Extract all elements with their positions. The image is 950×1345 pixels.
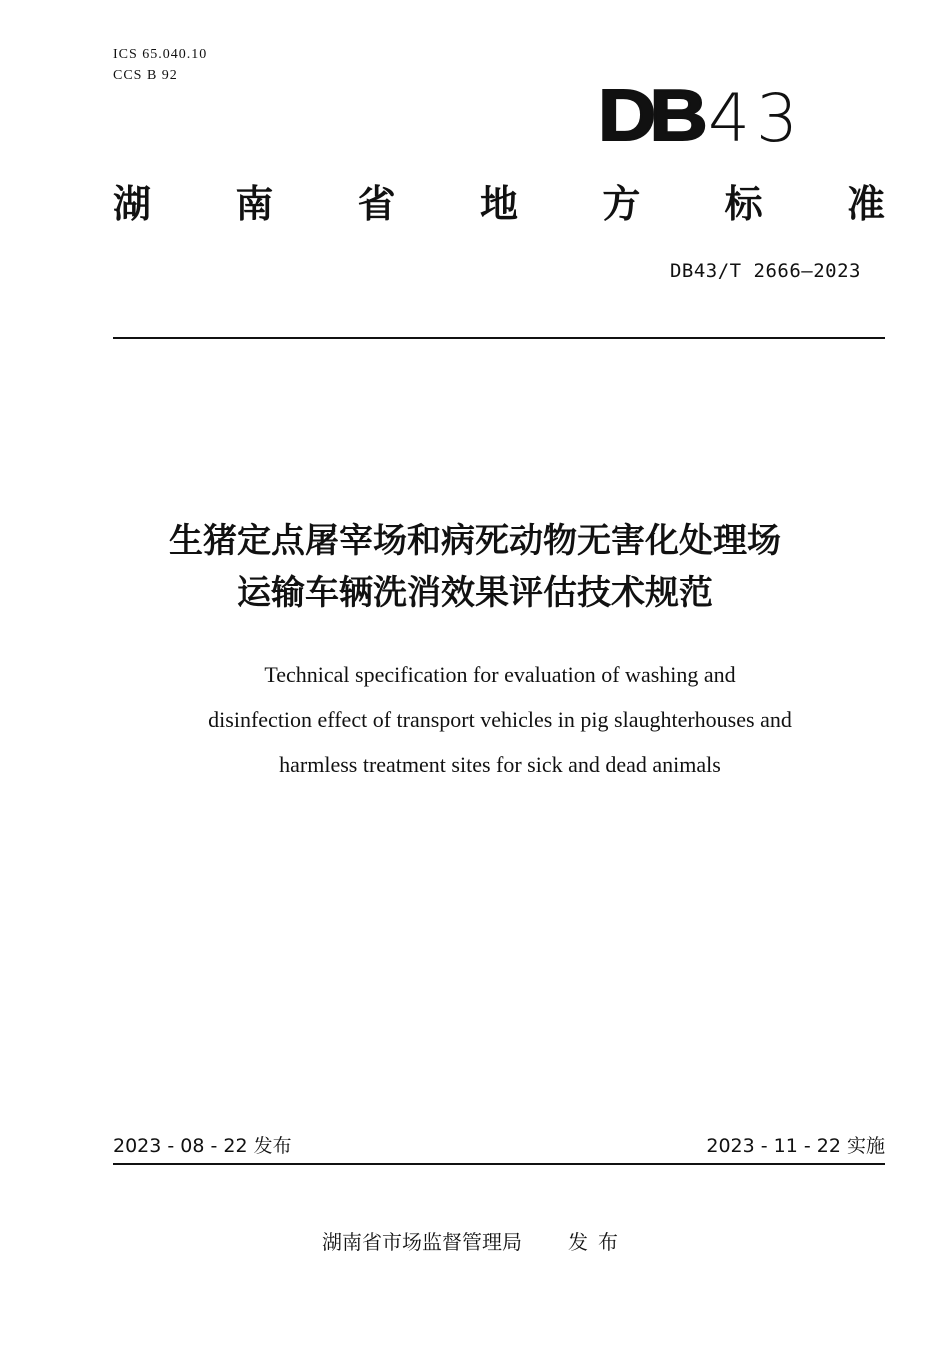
ccs-code: CCS B 92: [113, 68, 178, 83]
chinese-title-line: 生猪定点屠宰场和病死动物无害化处理场: [169, 521, 781, 561]
standard-type-char: 标: [724, 182, 763, 226]
classification-codes: [113, 44, 207, 86]
issuer-action: 发布: [568, 1230, 628, 1254]
standard-type-heading: [113, 180, 885, 228]
db43-logo: [598, 76, 804, 157]
english-title: [110, 652, 890, 787]
english-title-line: disinfection effect of transport vehicles in pig slaughterhouses and: [208, 707, 792, 732]
standard-type-char: 地: [479, 182, 518, 226]
top-divider: [113, 337, 885, 339]
dates-row: [113, 1133, 885, 1159]
bottom-divider: [113, 1163, 885, 1165]
standard-number: DB43/T 2666—2023: [669, 260, 861, 282]
standard-type-char: 湖: [113, 182, 152, 226]
standard-type-char: 省: [357, 182, 396, 226]
issuer-line: [0, 1228, 950, 1256]
implementation-date: 2023 - 11 - 22 实施: [706, 1135, 885, 1157]
chinese-title: [60, 515, 890, 619]
issue-date: 2023 - 08 - 22 发布: [113, 1135, 292, 1157]
issuer-name: 湖南省市场监督管理局: [322, 1230, 522, 1254]
standard-type-char: 南: [235, 182, 274, 226]
standard-type-char: 方: [602, 182, 641, 226]
chinese-title-line: 运输车辆洗消效果评估技术规范: [237, 573, 713, 613]
english-title-line: Technical specification for evaluation of washing and: [264, 662, 736, 687]
english-title-line: harmless treatment sites for sick and dead animals: [279, 752, 721, 777]
db-logo-mark: DB: [598, 76, 702, 156]
standard-type-char: 准: [846, 182, 885, 226]
province-code: 43: [708, 80, 804, 157]
ics-code: ICS 65.040.10: [113, 47, 208, 62]
